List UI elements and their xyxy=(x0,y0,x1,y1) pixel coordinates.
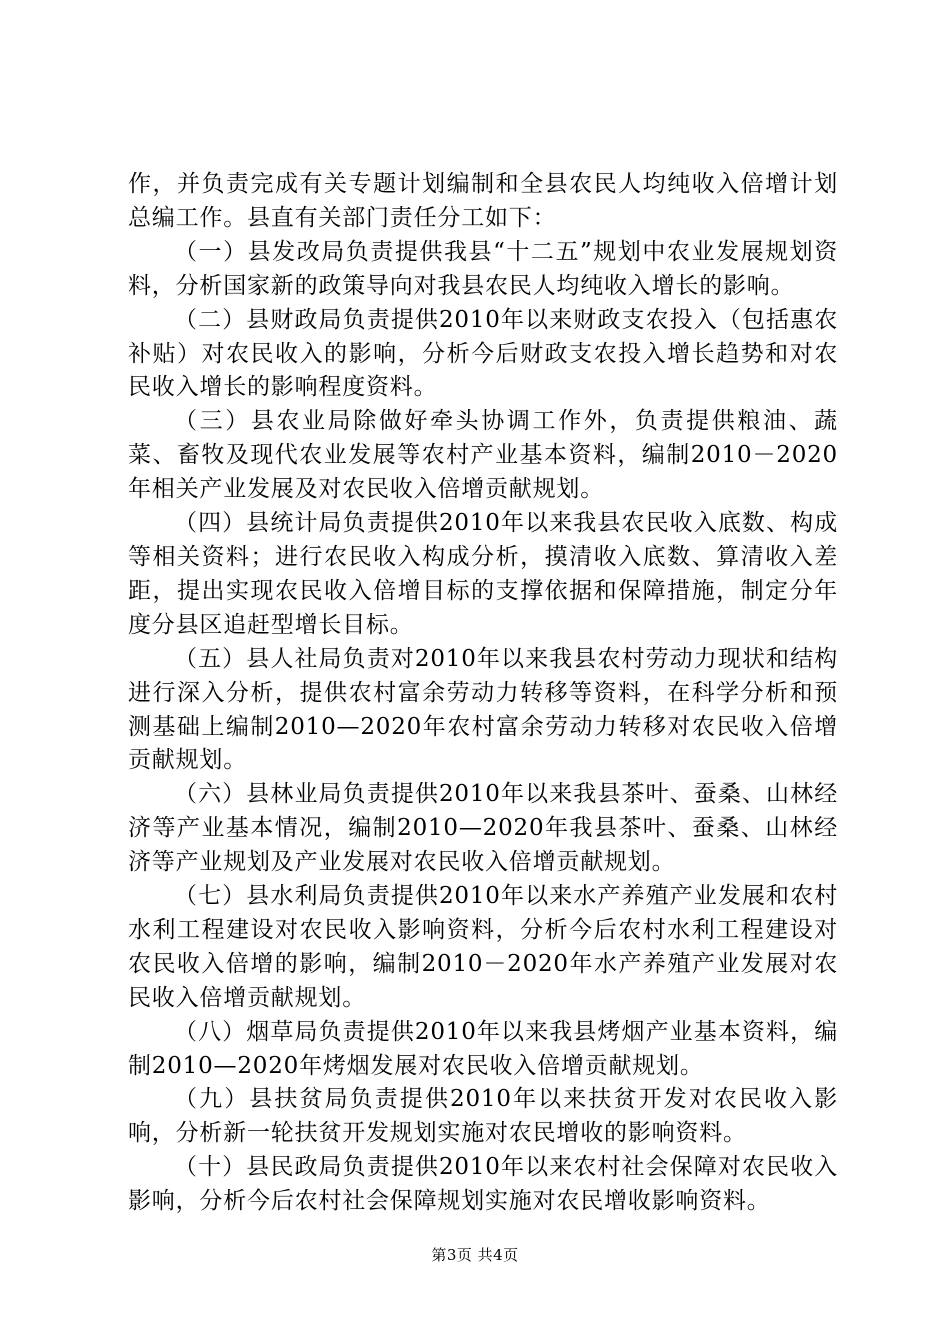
paragraph-item-10: （十）县民政局负责提供2010年以来农村社会保障对农民收入影响，分析今后农村社会保障规划实施对农民增收影响资料。 xyxy=(128,1154,838,1215)
paragraph-item-6: （六）县林业局负责提供2010年以来我县茶叶、蚕桑、山林经济等产业基本情况，编制2010—2020年我县茶叶、蚕桑、山林经济等产业规划及产业发展对农民收入倍增贡献规划。 xyxy=(128,781,838,876)
paragraph-continuation: 作，并负责完成有关专题计划编制和全县农民人均纯收入倍增计划总编工作。县直有关部门责任分工如下： xyxy=(128,171,838,231)
document-body xyxy=(128,168,838,1219)
paragraph-item-9: （九）县扶贫局负责提供2010年以来扶贫开发对农民收入影响，分析新一轮扶贫开发规划实施对农民增收的影响资料。 xyxy=(128,1086,838,1147)
page-footer xyxy=(0,1245,950,1265)
paragraph-item-5: （五）县人社局负责对2010年以来我县农村劳动力现状和结构进行深入分析，提供农村富余劳动力转移等资料，在科学分析和预测基础上编制2010—2020年农村富余劳动力转移对农民收入倍增贡献规划。 xyxy=(128,645,838,774)
paragraph-item-8: （八）烟草局负责提供2010年以来我县烤烟产业基本资料，编制2010—2020年烤烟发展对农民收入倍增贡献规划。 xyxy=(128,1018,838,1079)
paragraph-item-7: （七）县水利局负责提供2010年以来水产养殖产业发展和农村水利工程建设对农民收入影响资料，分析今后农村水利工程建设对农民收入倍增的影响，编制2010－2020年水产养殖产业发展对农民收入倍增贡献规划。 xyxy=(128,883,838,1011)
page-number: 第3页 共4页 xyxy=(431,1246,519,1264)
paragraph-item-3: （三）县农业局除做好牵头协调工作外，负责提供粮油、蔬菜、畜牧及现代农业发展等农村产业基本资料，编制2010－2020年相关产业发展及对农民收入倍增贡献规划。 xyxy=(128,408,838,503)
paragraph-item-1: （一）县发改局负责提供我县“十二五”规划中农业发展规划资料，分析国家新的政策导向对我县农民人均纯收入增长的影响。 xyxy=(128,238,838,299)
paragraph-item-2: （二）县财政局负责提供2010年以来财政支农投入（包括惠农补贴）对农民收入的影响，分析今后财政支农投入增长趋势和对农民收入增长的影响程度资料。 xyxy=(128,306,838,401)
paragraph-item-4: （四）县统计局负责提供2010年以来我县农民收入底数、构成等相关资料；进行农民收入构成分析，摸清收入底数、算清收入差距，提出实现农民收入倍增目标的支撑依据和保障措施，制定分年度分县区追赶型增长目标。 xyxy=(128,510,838,638)
